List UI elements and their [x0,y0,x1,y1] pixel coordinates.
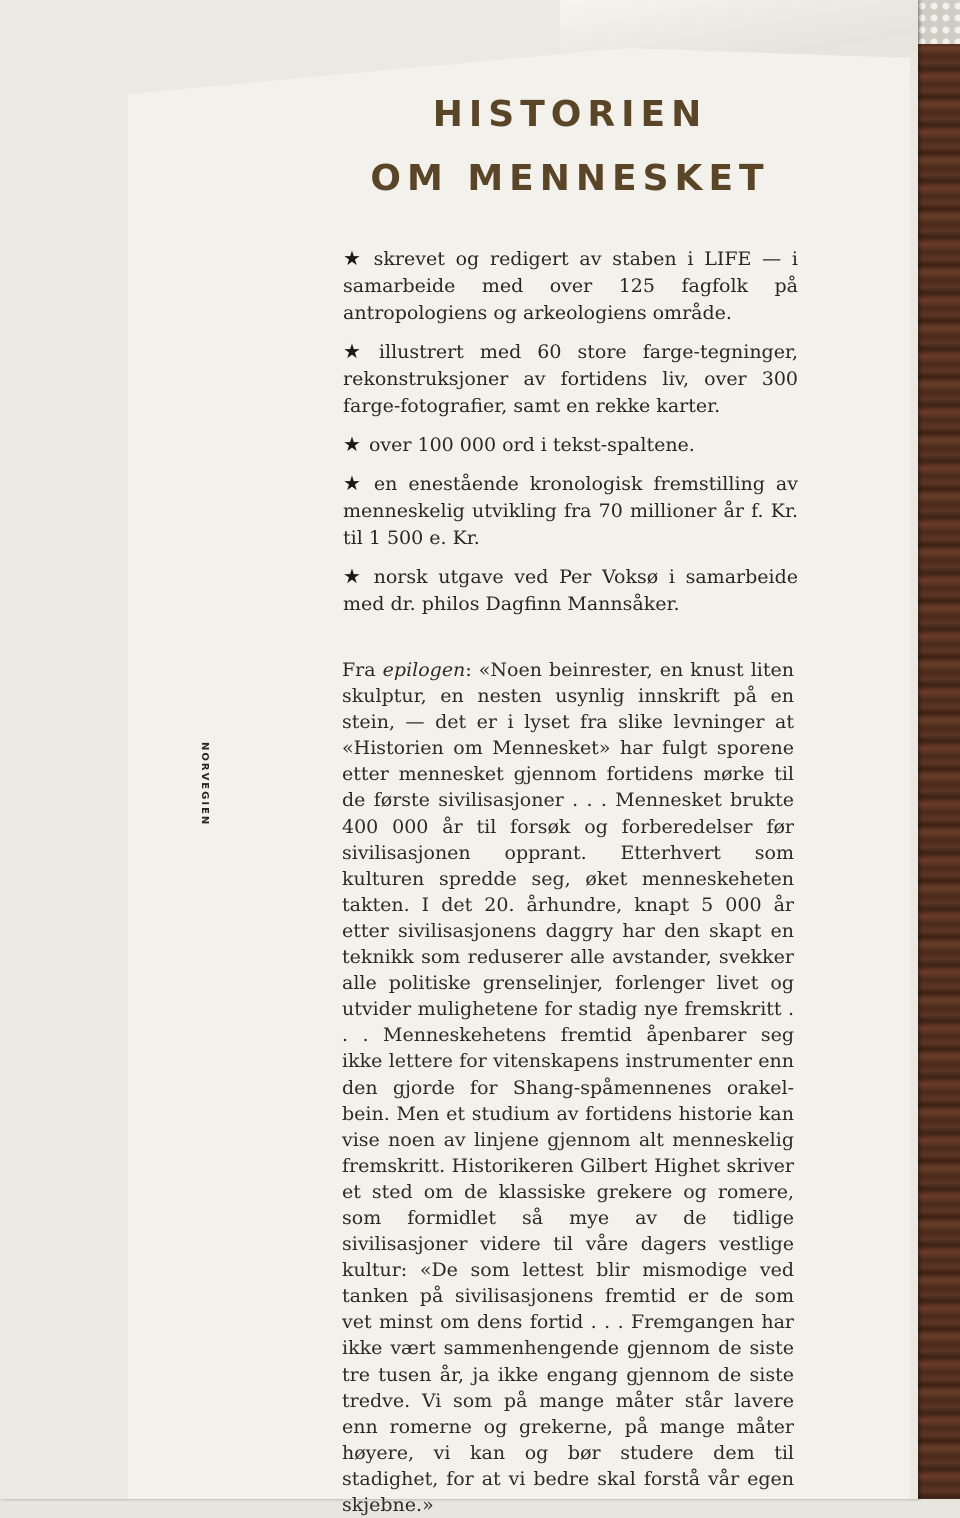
feature-text: over 100 000 ord i tekst-spaltene. [368,434,695,456]
feature-text: en enestående kronologisk fremstilling av menneskelig utvikling fra 70 millioner år f. Kr. til 1 500 e. Kr. [343,473,798,549]
feature-text: norsk utgave ved Per Voksø i samarbeide med dr. philos Dagfinn Mannsåker. [343,566,798,615]
epilogue-paragraph [342,657,794,1518]
feature-item [343,431,798,459]
star-icon: ★ [343,432,361,456]
epilogue-lead: Fra [342,659,383,681]
feature-item [343,245,798,327]
epilogue-text: : «Noen beinrester, en knust liten skulptur, en nesten usynlig innskrift på en stein, — det er i lyset fra slike levninger at «Historien om Mennesket» har fulgt sporene etter mennesket gjennom fortidens mørke til de første sivilisasjoner . . . Mennesket brukte 400 000 år til forsøk og forberedelser før sivilisasjonen opprant. Etterhvert som kulturen spredde seg, øket menneskeheten takten. I det 20. århundre, knapt 5 000 år etter sivilisasjonens daggry har den skapt en teknikk som reduserer alle avstander, svekker alle politiske grenselinjer, forlenger livet og utvider mulighetene for stadig nye fremskritt . . . Menneskehetens fremtid åpenbarer seg ikke lettere for vitenskapens instrumenter enn den gjorde for Shang-spåmennenes orakel-bein. Men et studium av fortidens historie kan vise noen av linjene gjennom alt menneskelig fremskritt. Historikeren Gilbert Highet skriver et sted om de klassiske grekere og romere, som formidlet så mye av de tidlige sivilisasjoner videre til våre dagers vestlige kultur: «De som lettest blir mismodige ved tanken på sivilisasjonens fremtid er de som vet minst om dens fortid . . . Fremgangen har ikke vært sammenhengende gjennom de siste tre tusen år, ja ikke engang gjennom de siste tredve. Vi som på mange måter står lavere enn romerne og grekerne, på mange måter høyere, vi kan og bør studere dem til stadighet, for at vi bedre skal forstå vår egen skjebne.» [342,659,794,1516]
feature-list [343,245,798,629]
title-line-2: OM MENNESKET [370,158,770,199]
star-icon: ★ [343,246,366,270]
feature-text: skrevet og redigert av staben i LIFE — i samarbeide med over 125 fagfolk på antropologiens og arkeologiens område. [343,248,798,324]
star-icon: ★ [343,471,366,495]
feature-item [343,338,798,420]
lace-cloth [916,0,960,44]
spine-label: NORVEGIEN [199,742,210,827]
feature-item [343,470,798,552]
feature-item [343,563,798,618]
title-line-1: HISTORIEN [432,94,708,135]
feature-text: illustrert med 60 store farge-tegninger, rekonstruksjoner av fortidens liv, over 300 farge-fotografier, samt en rekke karter. [343,341,798,417]
star-icon: ★ [343,339,371,363]
epilogue-lead-italic: epilogen [382,659,466,681]
star-icon: ★ [343,564,366,588]
